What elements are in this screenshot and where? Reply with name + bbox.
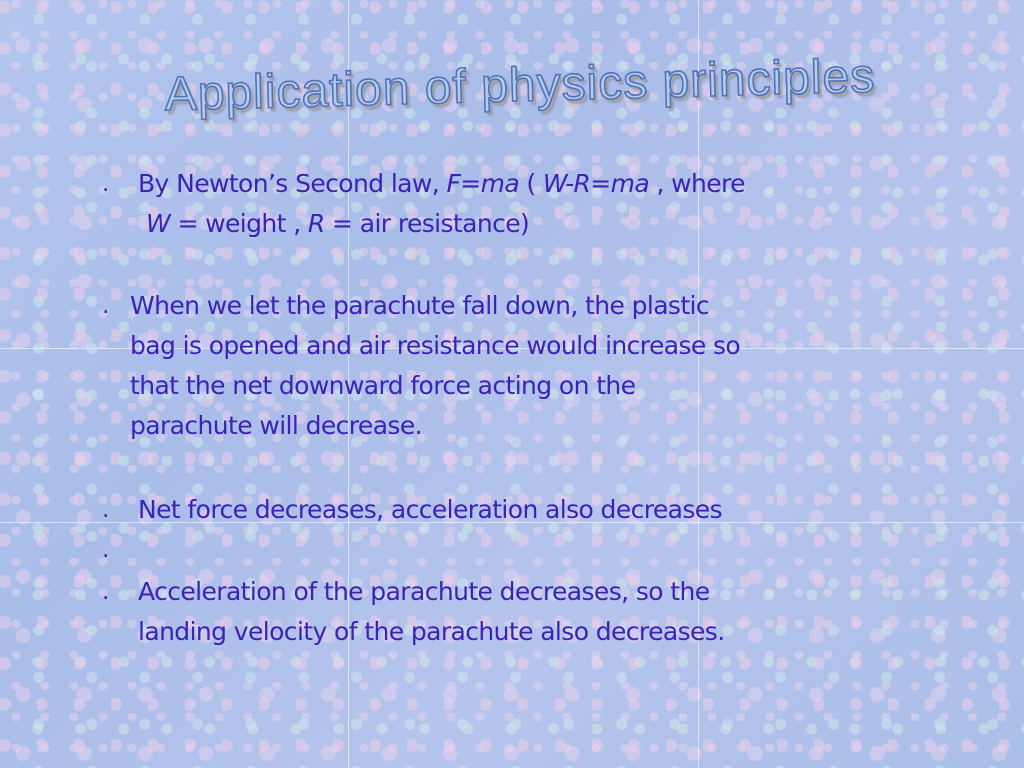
bullet-line: bag is opened and air resistance would increase so (130, 331, 741, 360)
bullet-parachute-fall (130, 286, 740, 446)
bullet-acceleration (138, 572, 725, 652)
bullet-line: parachute will decrease. (130, 411, 422, 440)
bullet-line: When we let the parachute fall down, the plastic (130, 291, 710, 320)
bullet-line: Net force decreases, acceleration also decreases (138, 495, 723, 524)
bullet-line (138, 164, 745, 204)
text-run: = weight , (170, 209, 308, 238)
text-run: ( (519, 169, 543, 198)
symbol-r: R (307, 209, 325, 238)
bullet-line: Acceleration of the parachute decreases, so the (138, 577, 710, 606)
text-run: = air resistance) (324, 209, 530, 238)
bullet-marker: . (102, 171, 110, 197)
formula-f-ma: F=ma (446, 169, 520, 198)
symbol-w: W (146, 209, 171, 238)
bullet-newton-law (138, 164, 745, 244)
bullet-line: that the net downward force acting on the (130, 371, 636, 400)
bullet-marker: . (102, 497, 110, 523)
bullet-line: landing velocity of the parachute also decreases. (138, 617, 725, 646)
bullet-marker: . (102, 579, 110, 605)
bullet-marker: . (102, 537, 110, 563)
bullet-marker: . (102, 293, 110, 319)
bullet-net-force (138, 490, 722, 530)
slide-title: Application of physics principles (164, 49, 876, 122)
formula-w-r-ma: W-R=ma (542, 169, 650, 198)
text-run: By Newton’s Second law, (138, 169, 447, 198)
text-run: , where (649, 169, 745, 198)
bullet-line (138, 204, 745, 244)
